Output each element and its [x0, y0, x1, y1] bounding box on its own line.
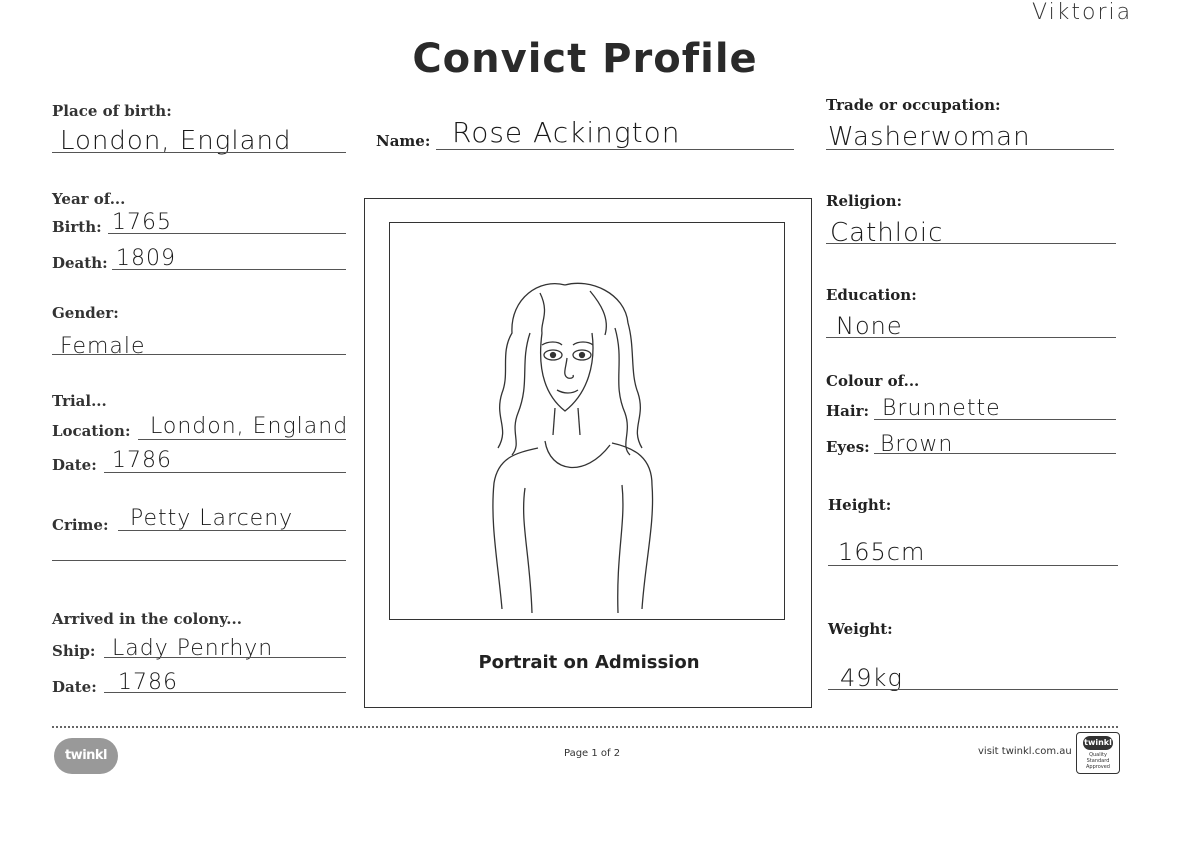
death-line	[112, 269, 346, 270]
trial-location-line	[138, 439, 346, 440]
badge-logo: twinkl	[1083, 736, 1113, 750]
height-line	[828, 565, 1118, 566]
ship-label: Ship:	[52, 642, 96, 660]
portrait-caption: Portrait on Admission	[478, 652, 700, 673]
trial-location-value: London, England	[150, 414, 349, 439]
birth-line	[108, 233, 346, 234]
education-label: Education:	[826, 286, 917, 304]
trial-date-label: Date:	[52, 456, 97, 474]
quality-badge	[1076, 732, 1120, 774]
trial-label: Trial...	[52, 392, 107, 410]
name-label: Name:	[376, 132, 431, 150]
arrived-date-value: 1786	[118, 670, 178, 695]
education-value: None	[836, 312, 903, 340]
ship-line	[104, 657, 346, 658]
height-value: 165cm	[838, 538, 926, 566]
visit-link: visit twinkl.com.au	[978, 746, 1072, 757]
arrived-label: Arrived in the colony...	[52, 610, 242, 628]
ship-value: Lady Penrhyn	[112, 636, 274, 661]
page-number: Page 1 of 2	[564, 748, 621, 759]
gender-line	[52, 354, 346, 355]
eyes-line	[874, 453, 1116, 454]
trial-date-value: 1786	[112, 448, 172, 473]
hair-label: Hair:	[826, 402, 870, 420]
name-line	[436, 149, 794, 150]
year-of-label: Year of...	[52, 190, 126, 208]
death-label: Death:	[52, 254, 108, 272]
crime-value: Petty Larceny	[130, 506, 294, 531]
colour-of-label: Colour of...	[826, 372, 920, 390]
hair-line	[874, 419, 1116, 420]
footer-divider	[52, 726, 1118, 728]
arrived-date-label: Date:	[52, 678, 97, 696]
student-name: Viktoria	[1032, 0, 1133, 25]
eyes-value: Brown	[880, 432, 954, 457]
twinkl-logo: twinkl	[54, 738, 118, 774]
name-value: Rose Ackington	[452, 116, 681, 149]
education-line	[826, 337, 1116, 338]
religion-label: Religion:	[826, 192, 903, 210]
place-of-birth-line	[52, 152, 346, 153]
death-value: 1809	[116, 246, 176, 271]
trade-label: Trade or occupation:	[826, 96, 1001, 114]
place-of-birth-label: Place of birth:	[52, 102, 172, 120]
religion-value: Cathloic	[830, 218, 944, 248]
birth-value: 1765	[112, 210, 172, 235]
place-of-birth-value: London, England	[60, 126, 292, 156]
hair-value: Brunnette	[882, 396, 1001, 421]
portrait-sketch	[390, 223, 784, 619]
trial-location-label: Location:	[52, 422, 131, 440]
gender-label: Gender:	[52, 304, 119, 322]
trade-line	[826, 149, 1114, 150]
badge-caption: Quality Standard Approved	[1086, 752, 1110, 770]
crime-line-2	[52, 560, 346, 561]
height-label: Height:	[828, 496, 892, 514]
gender-value: Female	[60, 334, 146, 359]
eyes-label: Eyes:	[826, 438, 870, 456]
trial-date-line	[104, 472, 346, 473]
page-title: Convict Profile	[412, 36, 758, 82]
crime-label: Crime:	[52, 516, 109, 534]
weight-value: 49kg	[840, 664, 903, 692]
portrait-box	[389, 222, 785, 620]
trade-value: Washerwoman	[828, 122, 1031, 152]
arrived-date-line	[104, 692, 346, 693]
birth-label: Birth:	[52, 218, 102, 236]
weight-line	[828, 689, 1118, 690]
weight-label: Weight:	[828, 620, 893, 638]
religion-line	[826, 243, 1116, 244]
crime-line-1	[118, 530, 346, 531]
